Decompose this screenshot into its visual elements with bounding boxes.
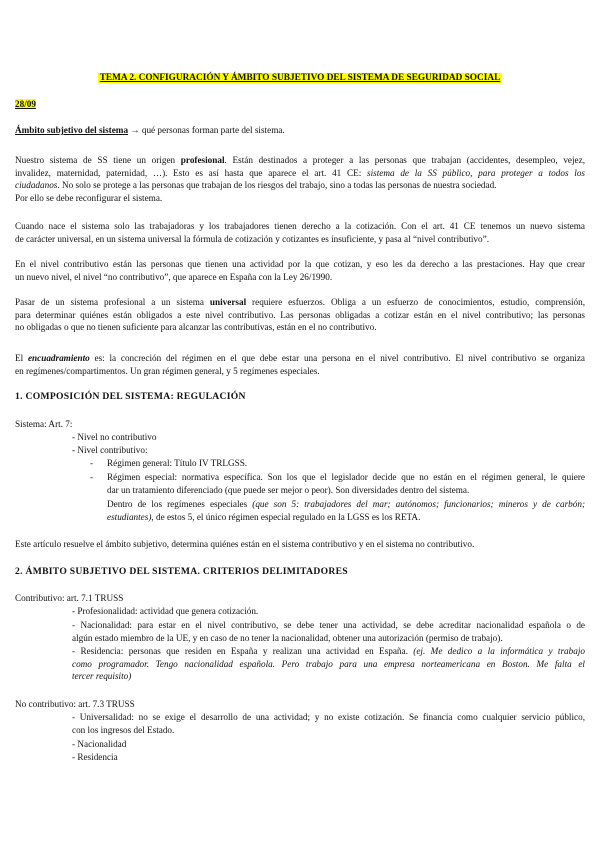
list-item: - Nivel no contributivo — [72, 432, 157, 442]
section-1-closing: Este artículo resuelve el ámbito subjetivo, determina quiénes están en el sistema contributivo y en el sistema no contributivo. — [15, 539, 475, 549]
bullet-dash: - — [90, 458, 94, 468]
intro-paragraph: Ámbito subjetivo del sistema → qué personas forman parte del sistema. — [15, 125, 285, 135]
paragraph-origin: Nuestro sistema de SS tiene un origen profesional. Están destinados a proteger a las personas que trabajan (accidentes, desempleo, vejez, invalidez, maternidad, paternidad, …). Esto es así hasta que aparece el art. 41 CE: sistema de la SS público, para proteger a todos los ciudadanos. No solo se protege a las personas que trabajan de los riesgos del trabajo, sino a todas las personas de nuestra sociedad. Por ello se debe reconfigurar el sistema. — [15, 155, 585, 203]
list-item: - Profesionalidad: actividad que genera cotización. — [72, 606, 259, 616]
list-item: - Residencia — [72, 752, 118, 762]
paragraph-universal: Cuando nace el sistema solo las trabajadoras y los trabajadores tienen derecho a la cotización. Con el art. 41 CE tenemos un nuevo sistema de carácter universal, en un sistema universal la fórmula de cotización y cotizantes es insuficiente, y pasa al “nivel contributivo”. — [15, 221, 585, 244]
list-item: - Residencia: personas que residen en España y realizan una actividad en España. (ej. Me dedico a la informática y trabajo como programador. Tengo nacionalidad española. Pero trabajo para una empresa norteamericana en Boston. Me falta el tercer requisito) — [72, 646, 585, 682]
list-item: - Nivel contributivo: — [72, 445, 148, 455]
list-item: - Universalidad: no se exige el desarrollo de una actividad; y no existe cotización. Se financia como cualquier servicio público, con los ingresos del Estado. — [72, 712, 585, 735]
section-2-heading: 2. ÁMBITO SUBJETIVO DEL SISTEMA. CRITERIOS DELIMITADORES — [15, 566, 348, 577]
system-lead: Sistema: Art. 7: — [15, 419, 73, 429]
list-item: - Nacionalidad: para estar en el nivel contributivo, se debe tener una actividad, se debe acreditar nacionalidad española o de algún estado miembro de la UE, y en caso de no tener la nacionalidad, obtener una autorización (permiso de trabajo). — [72, 620, 585, 643]
paragraph-encuadramiento: El encuadramiento es: la concreción del régimen en el que debe estar una persona en el nivel contributivo. El nivel contributivo se organiza en regímenes/compartimentos. Un gran régimen general, y 5 regímenes especiales. — [15, 353, 585, 376]
non-contributive-lead: No contributivo: art. 7.3 TRUSS — [15, 699, 135, 709]
paragraph-transition: Pasar de un sistema profesional a un sistema universal requiere esfuerzos. Obliga a un esfuerzo de conocimientos, estudio, comprensión, para determinar quiénes están obligados a este nivel contributivo. Las personas obligadas a cotizar están en el nivel contributivo; las personas no obligadas o que no tienen suficiente para alcanzar las contributivas, están en el no contributivo. — [15, 297, 585, 333]
bullet-dash: - — [90, 472, 94, 482]
list-item: - Nacionalidad — [72, 739, 127, 749]
contributive-lead: Contributivo: art. 7.1 TRUSS — [15, 593, 124, 603]
section-1-heading: 1. COMPOSICIÓN DEL SISTEMA: REGULACIÓN — [15, 391, 246, 402]
paragraph-levels: En el nivel contributivo están las personas que tienen una actividad por la que cotizan, y eso les da derecho a las prestaciones. Hay que crear un nuevo nivel, el nivel “no contributivo”, que aparece en España con la Ley 26/1990. — [15, 259, 585, 282]
document-title: TEMA 2. CONFIGURACIÓN Y ÁMBITO SUBJETIVO DEL SISTEMA DE SEGURIDAD SOCIAL — [99, 73, 501, 83]
list-item: Dentro de los regímenes especiales (que son 5: trabajadores del mar; autónomos; funcionarios; mineros y de carbón; estudiantes), de estos 5, el único régimen especial regulado en la LGSS es los RETA. — [107, 499, 586, 522]
list-item: Régimen especial: normativa específica. Son los que el legislador decide que no están en el régimen general, le quiere dar un tratamiento diferenciado (que puede ser mejor o peor). Son diversidades dentro del sistema. — [107, 472, 585, 495]
list-item: Régimen general: Título IV TRLGSS. — [107, 458, 248, 468]
lecture-date: 28/09 — [15, 99, 36, 109]
